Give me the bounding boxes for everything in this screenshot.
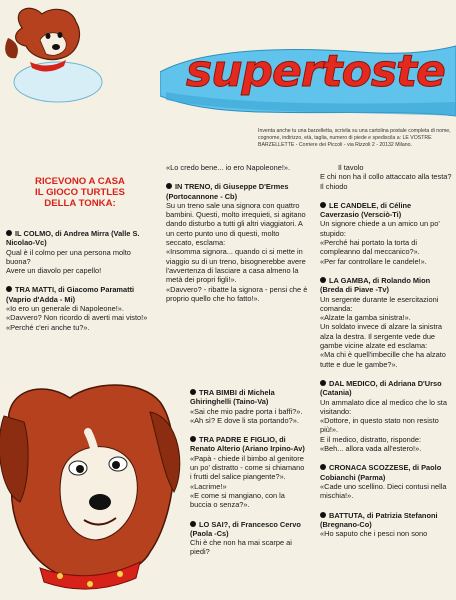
joke-heading: TRA MATTI, di Giacomo Paramatti (Vaprio d'Adda - Mi) (6, 285, 135, 304)
joke-tra-matti: TRA MATTI, di Giacomo Paramatti (Vaprio d'Adda - Mi) «Io ero un generale di Napoleone!». «Davvero? Non ricordo di averti mai visto!» «Perché c'eri anche tu?». (6, 285, 154, 331)
bullet-icon (320, 202, 326, 208)
bullet-icon (320, 277, 326, 283)
dog-mascot-large-icon (0, 372, 186, 600)
dog-mascot-top-icon (0, 0, 110, 110)
bullet-icon (190, 521, 196, 527)
bullet-icon (320, 464, 326, 470)
joke-heading: LO SAI?, di Francesco Cervo (Paola -Cs) (190, 519, 301, 538)
joke-battuta: BATTUTA, di Patrizia Stefanoni (Bregnano-Co) «Ho saputo che i pesci non sono (320, 511, 452, 539)
joke-in-treno: IN TRENO, di Giuseppe D'Ermes (Portocannone - Cb) Su un treno sale una signora con quattro bambini. Questi, molto irrequieti, si agitano dando disturbo a tutti gli altri viaggiatori. A un certo punto uno di questi, molto seccato, esclama: «Insomma signora... quando ci si mette in viaggio su di un treno, bisognerebbe avere l'avvertenza di lasciare a casa almeno la metà dei propri figli!». «Davvero? - ribatte la signora - pensi che è proprio quello che ho fatto!». (166, 182, 308, 303)
joke-tra-padre-e-figlio: TRA PADRE E FIGLIO, di Renato Alterio (Ariano Irpino-Av) «Papà - chiede il bimbo al genitore un po' distratto - come si chiamano i frutti del salice piangente?». «Lacrime!» «E come si mangiano, con la buccia o senza?». (190, 435, 308, 509)
column-2-lower (190, 388, 308, 567)
joke-cronaca-scozzese: CRONACA SCOZZESE, di Paolo Cobianchi (Parma) «Cade uno scellino. Dieci contusi nella mischia!». (320, 463, 452, 500)
joke-heading: TRA PADRE E FIGLIO, di Renato Alterio (Ariano Irpino-Av) (190, 435, 305, 454)
submission-instructions: Inventa anche tu una barzelletta, scrivila su una cartolina postale completa di nome, cognome, indirizzo, età, taglia, numero di piede e spediscila a: LE VOSTRE BARZELLETTE - Corriere dei Piccoli - via Rizzoli 2 - 20132 Milano. (258, 128, 451, 148)
bullet-icon (320, 512, 326, 518)
joke-heading: LE CANDELE, di Céline Caverzasio (Versciò-Ti) (320, 200, 412, 220)
joke-dal-medico: DAL MEDICO, di Adriana D'Urso (Catania) Un ammalato dice al medico che lo sta visitando: «Dottore, in questo stato non resisto più!». E il medico, distratto, risponde: «Beh... allora vada all'estero!». (320, 379, 452, 453)
joke-heading: IN TRENO, di Giuseppe D'Ermes (Portocannone - Cb) (166, 182, 289, 201)
bullet-icon (6, 286, 12, 292)
bullet-icon (190, 389, 196, 395)
bullet-icon (166, 183, 172, 189)
joke-lo-sai: LO SAI?, di Francesco Cervo (Paola -Cs) Chi è che non ha mai scarpe ai piedi? (190, 520, 308, 557)
bullet-icon (320, 380, 326, 386)
joke-il-colmo: IL COLMO, di Andrea Mirra (Valle S. Nicolao-Vc) Qual è il colmo per una persona molto buona? Avere un diavolo per capello! (6, 229, 154, 275)
joke-le-candele: LE CANDELE, di Céline Caverzasio (Versciò-Ti) Un signore chiede a un amico un po' stupido: «Perché hai portato la torta di compleanno dal meccanico?». «Per far controllare le candele!». (320, 201, 452, 266)
joke-heading: TRA BIMBI di Michela Ghiringhelli (Taino-Va) (190, 388, 275, 407)
joke-continuation: «Lo credo bene... io ero Napoleone!». (166, 163, 291, 172)
joke-heading: BATTUTA, di Patrizia Stefanoni (Bregnano-Co) (320, 510, 438, 529)
joke-heading: IL COLMO, di Andrea Mirra (Valle S. Nicolao-Vc) (6, 229, 140, 248)
page-title: supertoste (186, 46, 445, 97)
joke-tra-bimbi: TRA BIMBI di Michela Ghiringhelli (Taino-Va) «Sai che mio padre porta i baffi?». «Ah sì? E dove li sta portando?». (190, 388, 308, 425)
joke-continuation: Il tavolo E chi non ha il collo attaccato alla testa? Il chiodo (320, 163, 452, 191)
joke-la-gamba: LA GAMBA, di Rolando Mion (Breda di Piave -Tv) Un sergente durante le esercitazioni comanda: «Alzate la gamba sinistra!». Un soldato invece di alzare la sinistra alza la destra. Il sergente vede due gambe vicine alzate ed esclama: «Ma chi è quell'imbecille che ha alzato tutte e due le gambe?». (320, 276, 452, 369)
bullet-icon (190, 436, 196, 442)
column-3 (320, 163, 452, 548)
joke-heading: DAL MEDICO, di Adriana D'Urso (Catania) (320, 378, 442, 398)
joke-heading: CRONACA SCOZZESE, di Paolo Cobianchi (Parma) (320, 463, 442, 482)
column-1 (6, 166, 154, 342)
column-2 (166, 163, 308, 313)
bullet-icon (6, 230, 12, 236)
prize-announcement: RICEVONO A CASA IL GIOCO TURTLES DELLA TONKA: (35, 176, 125, 209)
joke-heading: LA GAMBA, di Rolando Mion (Breda di Piave -Tv) (320, 275, 431, 295)
